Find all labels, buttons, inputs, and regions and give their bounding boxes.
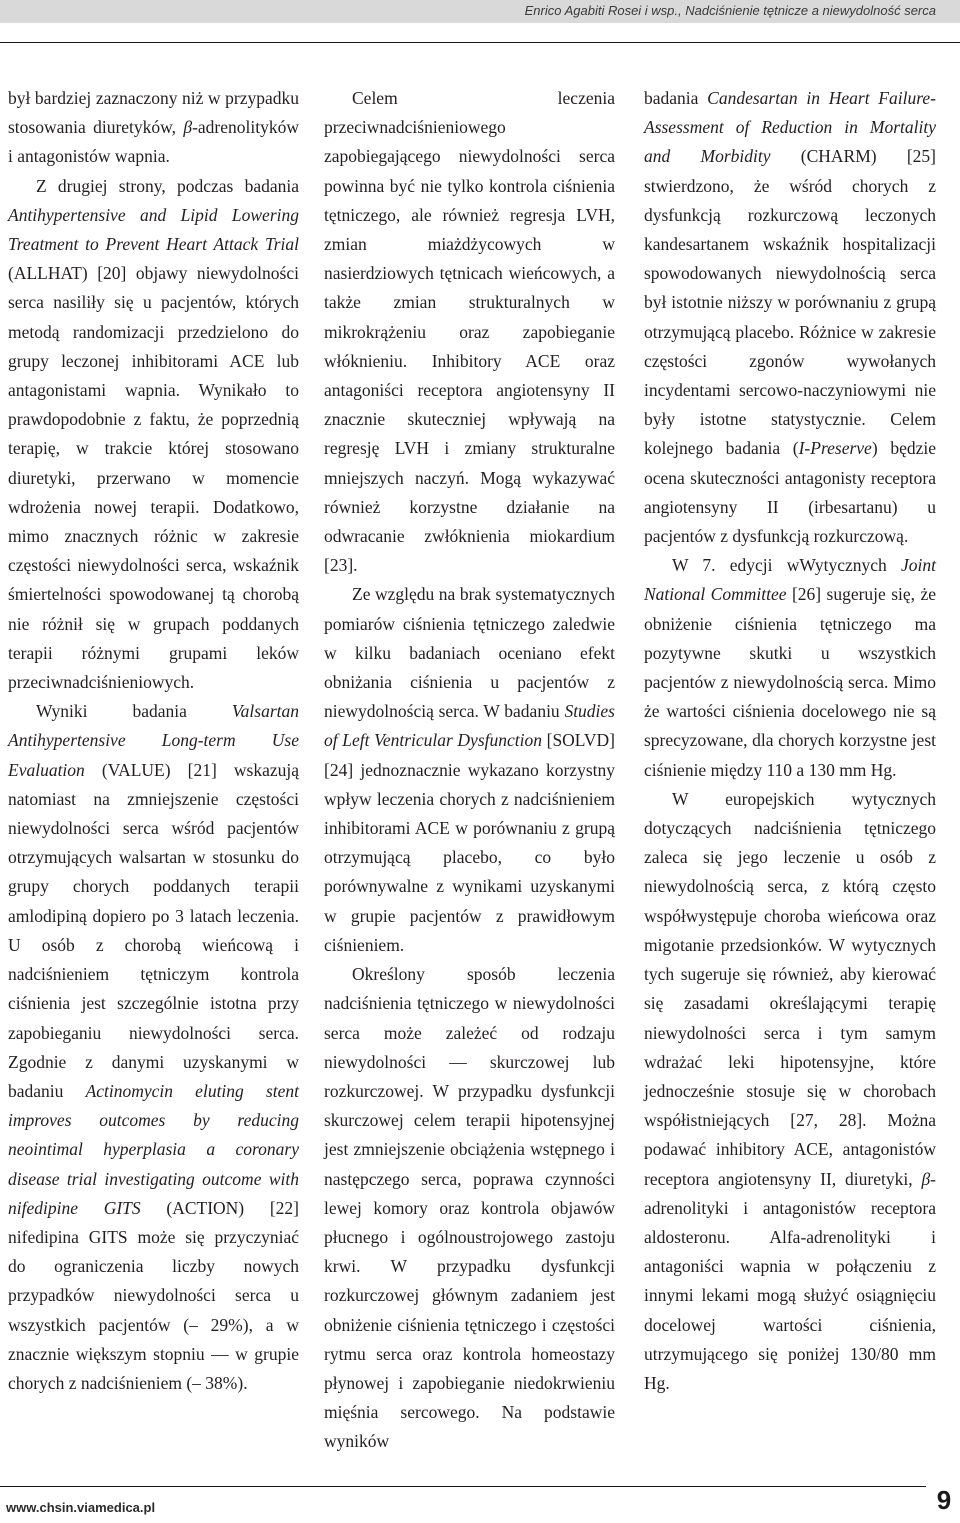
text-column-2 — [324, 84, 615, 1457]
paragraph: badania Candesartan in Heart Failure-Assessment of Reduction in Mortality and Morbidity (CHARM) [25] stwierdzono, że wśród chorych z dysfunkcją rozkurczową leczonych kandesartanem wskaźnik hospitalizacji spowodowanych niewydolnością serca był istotnie niższy w porównaniu z grupą otrzymującą placebo. Różnice w zakresie częstości zgonów wywołanych incydentami sercowo-naczyniowymi nie były istotne statystycznie. Celem kolejnego badania (I-Preserve) będzie ocena skuteczności antagonisty receptora angiotensyny II (irbesartanu) u pacjentów z dysfunkcją rozkurczową. — [644, 88, 936, 547]
text-column-3 — [644, 84, 936, 1398]
top-rule — [0, 42, 960, 43]
paragraph: Określony sposób leczenia nadciśnienia tętniczego w niewydolności serca może zależeć od rodzaju niewydolności — skurczowej lub rozkurczowej. W przypadku dysfunkcji skurczowej celem terapii hipotensyjnej jest zmniejszenie obciążenia wstępnego i następczego serca, poprawa czynności lewej komory oraz kontrola objawów płucnego i ogólnoustrojowego zastoju krwi. W przypadku dysfunkcji rozkurczowej głównym zadaniem jest obniżenie ciśnienia tętniczego i częstości rytmu serca oraz kontrola homeostazy płynowej i zapobieganie niedokrwieniu mięśnia sercowego. Na podstawie wyników — [324, 964, 615, 1452]
paragraph: Celem leczenia przeciwnadciśnieniowego zapobiegającego niewydolności serca powinna być nie tylko kontrola ciśnienia tętniczego, ale również regresja LVH, zmian miażdżycowych w nasierdziowych tętnicach wieńcowych, a także zmian strukturalnych w mikrokrążeniu oraz zapobieganie włóknieniu. Inhibitory ACE oraz antagoniści receptora angiotensyny II znacznie skuteczniej wpływają na regresję LVH i zmiany strukturalne mniejszych naczyń. Mogą wykazywać również korzystne działanie na odwracanie zwłóknienia miokardium [23]. — [324, 88, 615, 576]
paragraph: W europejskich wytycznych dotyczących nadciśnienia tętniczego zaleca się jego leczenie u osób z niewydolnością serca, z którą często współwystępuje choroba wieńcowa oraz migotanie przedsionków. W wytycznych tych sugeruje się również, aby kierować się zasadami określającymi terapię niewydolności serca i tym samym wdrażać leki hipotensyjne, które jednocześnie stosuje się w chorobach współistniejących [27, 28]. Można podawać inhibitory ACE, antagonistów receptora angiotensyny II, diuretyki, β-adrenolityki i antagonistów receptora aldosteronu. Alfa-adrenolityki i antagoniści wapnia w połączeniu z innymi lekami mogą służyć osiągnięciu docelowej wartości ciśnienia, utrzymującego się poniżej 130/80 mm Hg. — [644, 788, 936, 1393]
text-column-1 — [8, 84, 299, 1398]
paragraph: Wyniki badania Valsartan Antihypertensive Long-term Use Evaluation (VALUE) [21] wskazują natomiast na zmniejszenie częstości niewydolności serca wśród pacjentów otrzymujących walsartan w stosunku do grupy chorych poddanych terapii amlodipiną dopiero po 3 latach leczenia. U osób z chorobą wieńcową i nadciśnieniem tętniczym kontrola ciśnienia jest szczególnie istotna przy zapobieganiu niewydolności serca. Zgodnie z danymi uzyskanymi w badaniu Actinomycin eluting stent improves outcomes by reducing neointimal hyperplasia a coronary disease trial investigating outcome with nifedipine GITS (ACTION) [22] nifedipina GITS może się przyczyniać do ograniczenia liczby nowych przypadków niewydolności serca u wszystkich pacjentów (– 29%), a w znacznie większym stopniu — w grupie chorych z nadciśnieniem (– 38%). — [8, 701, 299, 1393]
page-number: 9 — [928, 1477, 960, 1523]
running-header-bar — [0, 0, 960, 23]
footer-url: www.chsin.viamedica.pl — [6, 1500, 156, 1515]
paragraph: Ze względu na brak systematycznych pomiarów ciśnienia tętniczego zaledwie w kilku badaniach oceniano efekt obniżania ciśnienia u pacjentów z niewydolnością serca. W badaniu Studies of Left Ventricular Dysfunction [SOLVD] [24] jednoznacznie wykazano korzystny wpływ leczenia chorych z nadciśnieniem inhibitorami ACE w porównaniu z grupą otrzymującą placebo, co było porównywalne z wynikami uzyskanymi w grupie pacjentów z prawidłowym ciśnieniem. — [324, 584, 615, 955]
bottom-rule — [0, 1486, 926, 1487]
running-title: Enrico Agabiti Rosei i wsp., Nadciśnienie tętnicze a niewydolność serca — [524, 3, 936, 18]
paragraph: Z drugiej strony, podczas badania Antihypertensive and Lipid Lowering Treatment to Prevent Heart Attack Trial (ALLHAT) [20] objawy niewydolności serca nasiliły się u pacjentów, których metodą randomizacji przedzielono do grupy leczonej inhibitorami ACE lub antagonistami wapnia. Wynikało to prawdopodobnie z faktu, że poprzednią terapię, w trakcie której stosowano diuretyki, przerwano w momencie wdrożenia nowej terapii. Dodatkowo, mimo znacznych różnic w zakresie częstości niewydolności serca, wskaźnik śmiertelności spowodowanej tą chorobą nie różnił się w grupach poddanych terapii różnymi grupami leków przeciwnadciśnieniowych. — [8, 175, 299, 693]
paragraph: był bardziej zaznaczony niż w przypadku stosowania diuretyków, β-adrenolityków i antagonistów wapnia. — [8, 88, 299, 167]
paragraph: W 7. edycji wWytycznych Joint National Committee [26] sugeruje się, że obniżenie ciśnienia tętniczego ma pozytywne skutki u wszystkich pacjentów z niewydolnością serca. Mimo że wartości ciśnienia docelowego nie są sprecyzowane, dla chorych korzystne jest ciśnienie między 110 a 130 mm Hg. — [644, 555, 937, 780]
